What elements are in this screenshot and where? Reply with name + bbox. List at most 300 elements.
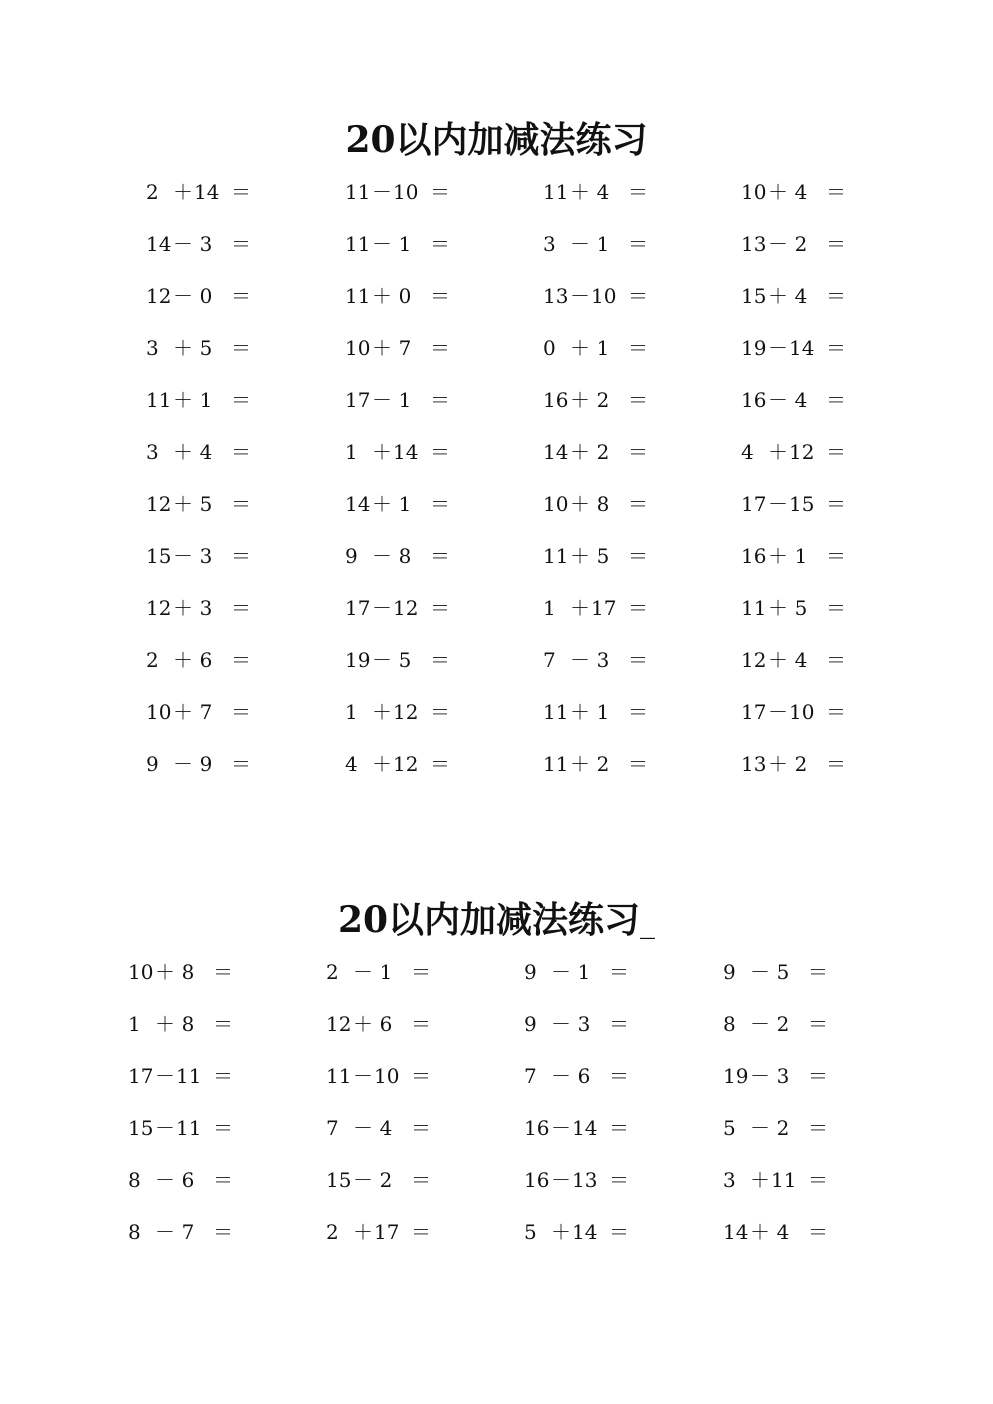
operator: ＋	[173, 596, 193, 620]
operand-a: 1	[345, 440, 358, 464]
equals-sign: ＝	[213, 1064, 233, 1088]
operator: －	[173, 544, 193, 568]
operand-a: 10	[345, 336, 371, 360]
arithmetic-problem	[741, 385, 851, 415]
arithmetic-problem	[741, 333, 851, 363]
operand-a: 5	[524, 1220, 537, 1244]
arithmetic-problem	[128, 957, 238, 987]
operator: －	[750, 960, 770, 984]
operand-b: 14	[572, 1220, 598, 1244]
equals-sign: ＝	[826, 596, 846, 620]
operator: －	[372, 648, 392, 672]
operator: ＋	[768, 284, 788, 308]
equals-sign: ＝	[430, 648, 450, 672]
arithmetic-problem	[345, 177, 455, 207]
operand-b: 1	[398, 492, 412, 516]
operand-b: 4	[379, 1116, 393, 1140]
operand-b: 4	[776, 1220, 790, 1244]
operand-a: 11	[345, 180, 371, 204]
operand-b: 12	[393, 752, 419, 776]
operand-b: 13	[572, 1168, 598, 1192]
operator: ＋	[768, 440, 788, 464]
arithmetic-problem	[741, 541, 851, 571]
operator: ＋	[570, 752, 590, 776]
operand-a: 12	[741, 648, 767, 672]
arithmetic-problem	[741, 177, 851, 207]
equals-sign: ＝	[213, 1220, 233, 1244]
operator: ＋	[570, 544, 590, 568]
operator: －	[768, 336, 788, 360]
operand-b: 6	[199, 648, 213, 672]
arithmetic-problem	[146, 333, 256, 363]
operator: －	[155, 1168, 175, 1192]
equals-sign: ＝	[430, 492, 450, 516]
operand-b: 0	[199, 284, 213, 308]
arithmetic-problem	[128, 1165, 238, 1195]
operand-a: 7	[326, 1116, 339, 1140]
problem-row	[0, 177, 993, 207]
arithmetic-problem	[345, 697, 455, 727]
equals-sign: ＝	[628, 440, 648, 464]
operand-a: 3	[723, 1168, 736, 1192]
operand-a: 13	[741, 752, 767, 776]
equals-sign: ＝	[231, 596, 251, 620]
operator: ＋	[570, 700, 590, 724]
equals-sign: ＝	[808, 1168, 828, 1192]
problem-row	[0, 697, 993, 727]
equals-sign: ＝	[430, 336, 450, 360]
arithmetic-problem	[128, 1113, 238, 1143]
arithmetic-problem	[326, 1165, 436, 1195]
operand-b: 10	[393, 180, 419, 204]
operator: ＋	[551, 1220, 571, 1244]
arithmetic-problem	[524, 1217, 634, 1247]
equals-sign: ＝	[430, 752, 450, 776]
operand-b: 11	[771, 1168, 797, 1192]
operand-b: 1	[379, 960, 393, 984]
operand-a: 17	[345, 388, 371, 412]
operator: －	[353, 1116, 373, 1140]
operator: ＋	[570, 388, 590, 412]
equals-sign: ＝	[411, 1012, 431, 1036]
operand-b: 17	[374, 1220, 400, 1244]
operator: ＋	[372, 700, 392, 724]
operand-b: 14	[789, 336, 815, 360]
title-text: 20以内加减法练习	[337, 899, 641, 941]
problem-row	[0, 1061, 993, 1091]
arithmetic-problem	[146, 281, 256, 311]
operand-a: 15	[146, 544, 172, 568]
problem-row	[0, 645, 993, 675]
operand-b: 10	[789, 700, 815, 724]
operator: ＋	[372, 284, 392, 308]
operator: ＋	[173, 700, 193, 724]
operand-b: 12	[393, 700, 419, 724]
operand-a: 9	[723, 960, 736, 984]
arithmetic-problem	[326, 1113, 436, 1143]
operand-b: 3	[199, 232, 213, 256]
operand-b: 5	[776, 960, 790, 984]
operator: －	[353, 1168, 373, 1192]
equals-sign: ＝	[628, 388, 648, 412]
operand-b: 3	[199, 544, 213, 568]
operand-b: 2	[596, 388, 610, 412]
operand-b: 8	[181, 960, 195, 984]
arithmetic-problem	[741, 593, 851, 623]
arithmetic-problem	[741, 229, 851, 259]
operand-a: 17	[741, 492, 767, 516]
arithmetic-problem	[723, 1009, 833, 1039]
operator: ＋	[155, 960, 175, 984]
operator: －	[551, 1168, 571, 1192]
equals-sign: ＝	[808, 1012, 828, 1036]
operand-a: 4	[741, 440, 754, 464]
equals-sign: ＝	[411, 1064, 431, 1088]
equals-sign: ＝	[609, 960, 629, 984]
equals-sign: ＝	[411, 1168, 431, 1192]
operand-a: 16	[741, 544, 767, 568]
arithmetic-problem	[723, 1217, 833, 1247]
operand-a: 11	[146, 388, 172, 412]
arithmetic-problem	[543, 593, 653, 623]
operator: －	[155, 1220, 175, 1244]
problem-row	[0, 1009, 993, 1039]
problem-row	[0, 281, 993, 311]
operand-a: 12	[146, 284, 172, 308]
equals-sign: ＝	[609, 1012, 629, 1036]
equals-sign: ＝	[411, 1220, 431, 1244]
problem-row	[0, 957, 993, 987]
operator: ＋	[750, 1168, 770, 1192]
operand-a: 2	[146, 648, 159, 672]
arithmetic-problem	[345, 593, 455, 623]
operator: ＋	[570, 336, 590, 360]
arithmetic-problem	[741, 645, 851, 675]
operand-b: 4	[794, 284, 808, 308]
arithmetic-problem	[723, 1165, 833, 1195]
operand-a: 13	[741, 232, 767, 256]
operand-b: 14	[194, 180, 220, 204]
operand-b: 6	[181, 1168, 195, 1192]
operand-a: 11	[741, 596, 767, 620]
operand-b: 3	[776, 1064, 790, 1088]
arithmetic-problem	[128, 1009, 238, 1039]
operand-b: 2	[379, 1168, 393, 1192]
arithmetic-problem	[345, 229, 455, 259]
operand-a: 1	[543, 596, 556, 620]
equals-sign: ＝	[213, 1116, 233, 1140]
operator: －	[551, 1064, 571, 1088]
operator: －	[551, 1012, 571, 1036]
operand-b: 7	[199, 700, 213, 724]
operand-a: 17	[741, 700, 767, 724]
problem-row	[0, 489, 993, 519]
operand-a: 15	[128, 1116, 154, 1140]
title-text: 20以内加减法练习	[345, 119, 648, 161]
operator: ＋	[173, 440, 193, 464]
operator: －	[155, 1116, 175, 1140]
operator: －	[768, 232, 788, 256]
equals-sign: ＝	[826, 336, 846, 360]
equals-sign: ＝	[628, 336, 648, 360]
operator: ＋	[372, 492, 392, 516]
operator: ＋	[768, 648, 788, 672]
operand-a: 11	[345, 284, 371, 308]
equals-sign: ＝	[430, 232, 450, 256]
operand-a: 2	[326, 960, 339, 984]
arithmetic-problem	[543, 229, 653, 259]
operand-a: 10	[128, 960, 154, 984]
operator: －	[551, 1116, 571, 1140]
equals-sign: ＝	[430, 440, 450, 464]
operand-b: 2	[596, 752, 610, 776]
operator: ＋	[155, 1012, 175, 1036]
operand-b: 1	[596, 232, 610, 256]
operand-a: 19	[345, 648, 371, 672]
operand-a: 7	[524, 1064, 537, 1088]
arithmetic-problem	[741, 489, 851, 519]
operand-a: 13	[543, 284, 569, 308]
operator: ＋	[372, 752, 392, 776]
arithmetic-problem	[146, 385, 256, 415]
operand-a: 1	[128, 1012, 141, 1036]
arithmetic-problem	[345, 333, 455, 363]
arithmetic-problem	[741, 749, 851, 779]
arithmetic-problem	[146, 489, 256, 519]
equals-sign: ＝	[808, 1220, 828, 1244]
operator: ＋	[768, 544, 788, 568]
operator: －	[750, 1012, 770, 1036]
operand-a: 11	[543, 752, 569, 776]
operator: －	[750, 1064, 770, 1088]
arithmetic-problem	[345, 385, 455, 415]
arithmetic-problem	[543, 281, 653, 311]
operator: ＋	[570, 180, 590, 204]
operand-a: 0	[543, 336, 556, 360]
operand-a: 14	[345, 492, 371, 516]
problem-row	[0, 749, 993, 779]
operand-a: 10	[543, 492, 569, 516]
operator: －	[173, 752, 193, 776]
worksheet-title	[0, 118, 993, 165]
operand-a: 2	[146, 180, 159, 204]
arithmetic-problem	[146, 541, 256, 571]
operand-a: 5	[723, 1116, 736, 1140]
operand-a: 15	[326, 1168, 352, 1192]
equals-sign: ＝	[231, 648, 251, 672]
arithmetic-problem	[543, 749, 653, 779]
operand-a: 10	[741, 180, 767, 204]
arithmetic-problem	[543, 697, 653, 727]
operand-a: 19	[723, 1064, 749, 1088]
operand-a: 16	[543, 388, 569, 412]
arithmetic-problem	[524, 1061, 634, 1091]
operand-b: 12	[393, 596, 419, 620]
equals-sign: ＝	[826, 232, 846, 256]
operand-b: 17	[591, 596, 617, 620]
operand-b: 2	[794, 232, 808, 256]
arithmetic-problem	[723, 1113, 833, 1143]
equals-sign: ＝	[628, 492, 648, 516]
operand-b: 7	[398, 336, 412, 360]
equals-sign: ＝	[231, 752, 251, 776]
equals-sign: ＝	[628, 648, 648, 672]
equals-sign: ＝	[826, 440, 846, 464]
equals-sign: ＝	[231, 232, 251, 256]
arithmetic-problem	[723, 957, 833, 987]
arithmetic-problem	[524, 1113, 634, 1143]
worksheet-title	[0, 898, 993, 945]
arithmetic-problem	[524, 1009, 634, 1039]
arithmetic-problem	[543, 489, 653, 519]
operand-b: 3	[199, 596, 213, 620]
equals-sign: ＝	[231, 440, 251, 464]
arithmetic-problem	[524, 957, 634, 987]
operator: －	[570, 284, 590, 308]
operand-b: 6	[577, 1064, 591, 1088]
equals-sign: ＝	[808, 1116, 828, 1140]
problem-row	[0, 1217, 993, 1247]
operand-b: 5	[199, 492, 213, 516]
operand-a: 3	[146, 440, 159, 464]
operand-a: 15	[741, 284, 767, 308]
operand-a: 1	[345, 700, 358, 724]
operand-b: 14	[572, 1116, 598, 1140]
equals-sign: ＝	[826, 180, 846, 204]
operand-a: 2	[326, 1220, 339, 1244]
operand-a: 4	[345, 752, 358, 776]
operator: ＋	[768, 752, 788, 776]
operand-a: 12	[146, 596, 172, 620]
arithmetic-problem	[543, 437, 653, 467]
operand-a: 14	[543, 440, 569, 464]
equals-sign: ＝	[609, 1116, 629, 1140]
operand-b: 1	[596, 700, 610, 724]
arithmetic-problem	[128, 1061, 238, 1091]
operand-a: 16	[741, 388, 767, 412]
operator: ＋	[372, 440, 392, 464]
operand-a: 11	[543, 544, 569, 568]
operand-b: 2	[794, 752, 808, 776]
operand-a: 7	[543, 648, 556, 672]
arithmetic-problem	[741, 437, 851, 467]
operator: －	[372, 388, 392, 412]
arithmetic-problem	[326, 1217, 436, 1247]
operator: －	[551, 960, 571, 984]
operator: －	[570, 232, 590, 256]
arithmetic-problem	[345, 645, 455, 675]
operator: －	[372, 232, 392, 256]
operand-b: 4	[794, 388, 808, 412]
operator: ＋	[173, 492, 193, 516]
operand-a: 3	[543, 232, 556, 256]
operator: ＋	[173, 648, 193, 672]
operand-b: 11	[176, 1116, 202, 1140]
equals-sign: ＝	[628, 284, 648, 308]
operand-a: 17	[345, 596, 371, 620]
operand-b: 1	[199, 388, 213, 412]
operator: ＋	[768, 596, 788, 620]
equals-sign: ＝	[430, 596, 450, 620]
equals-sign: ＝	[628, 752, 648, 776]
operator: ＋	[173, 180, 193, 204]
arithmetic-problem	[326, 957, 436, 987]
equals-sign: ＝	[231, 284, 251, 308]
equals-sign: ＝	[609, 1220, 629, 1244]
operand-a: 11	[543, 180, 569, 204]
equals-sign: ＝	[231, 180, 251, 204]
arithmetic-problem	[345, 437, 455, 467]
operand-b: 7	[181, 1220, 195, 1244]
operator: ＋	[353, 1012, 373, 1036]
equals-sign: ＝	[231, 388, 251, 412]
problem-row	[0, 1165, 993, 1195]
equals-sign: ＝	[430, 284, 450, 308]
operand-a: 12	[326, 1012, 352, 1036]
operand-b: 3	[577, 1012, 591, 1036]
operator: －	[750, 1116, 770, 1140]
operator: －	[353, 960, 373, 984]
operand-b: 12	[789, 440, 815, 464]
operand-b: 8	[181, 1012, 195, 1036]
operand-b: 3	[596, 648, 610, 672]
operator: －	[372, 544, 392, 568]
operand-a: 9	[146, 752, 159, 776]
arithmetic-problem	[326, 1009, 436, 1039]
arithmetic-problem	[146, 593, 256, 623]
arithmetic-problem	[345, 541, 455, 571]
operand-b: 2	[776, 1012, 790, 1036]
operand-b: 1	[398, 232, 412, 256]
arithmetic-problem	[326, 1061, 436, 1091]
operand-b: 4	[794, 648, 808, 672]
arithmetic-problem	[543, 333, 653, 363]
operand-b: 1	[398, 388, 412, 412]
operand-b: 4	[199, 440, 213, 464]
operand-b: 10	[591, 284, 617, 308]
operand-b: 11	[176, 1064, 202, 1088]
equals-sign: ＝	[628, 596, 648, 620]
operand-a: 12	[146, 492, 172, 516]
operand-b: 1	[794, 544, 808, 568]
problem-row	[0, 229, 993, 259]
operand-a: 11	[326, 1064, 352, 1088]
equals-sign: ＝	[628, 180, 648, 204]
equals-sign: ＝	[826, 284, 846, 308]
operator: －	[372, 180, 392, 204]
arithmetic-problem	[146, 697, 256, 727]
operand-b: 1	[596, 336, 610, 360]
equals-sign: ＝	[628, 232, 648, 256]
arithmetic-problem	[345, 281, 455, 311]
equals-sign: ＝	[231, 700, 251, 724]
equals-sign: ＝	[231, 544, 251, 568]
operator: ＋	[353, 1220, 373, 1244]
equals-sign: ＝	[609, 1168, 629, 1192]
problem-row	[0, 437, 993, 467]
arithmetic-problem	[741, 281, 851, 311]
problem-row	[0, 593, 993, 623]
operator: ＋	[750, 1220, 770, 1244]
operand-b: 9	[199, 752, 213, 776]
problem-row	[0, 1113, 993, 1143]
equals-sign: ＝	[808, 960, 828, 984]
operand-b: 14	[393, 440, 419, 464]
arithmetic-problem	[543, 541, 653, 571]
arithmetic-problem	[543, 385, 653, 415]
operand-a: 10	[146, 700, 172, 724]
arithmetic-problem	[345, 489, 455, 519]
